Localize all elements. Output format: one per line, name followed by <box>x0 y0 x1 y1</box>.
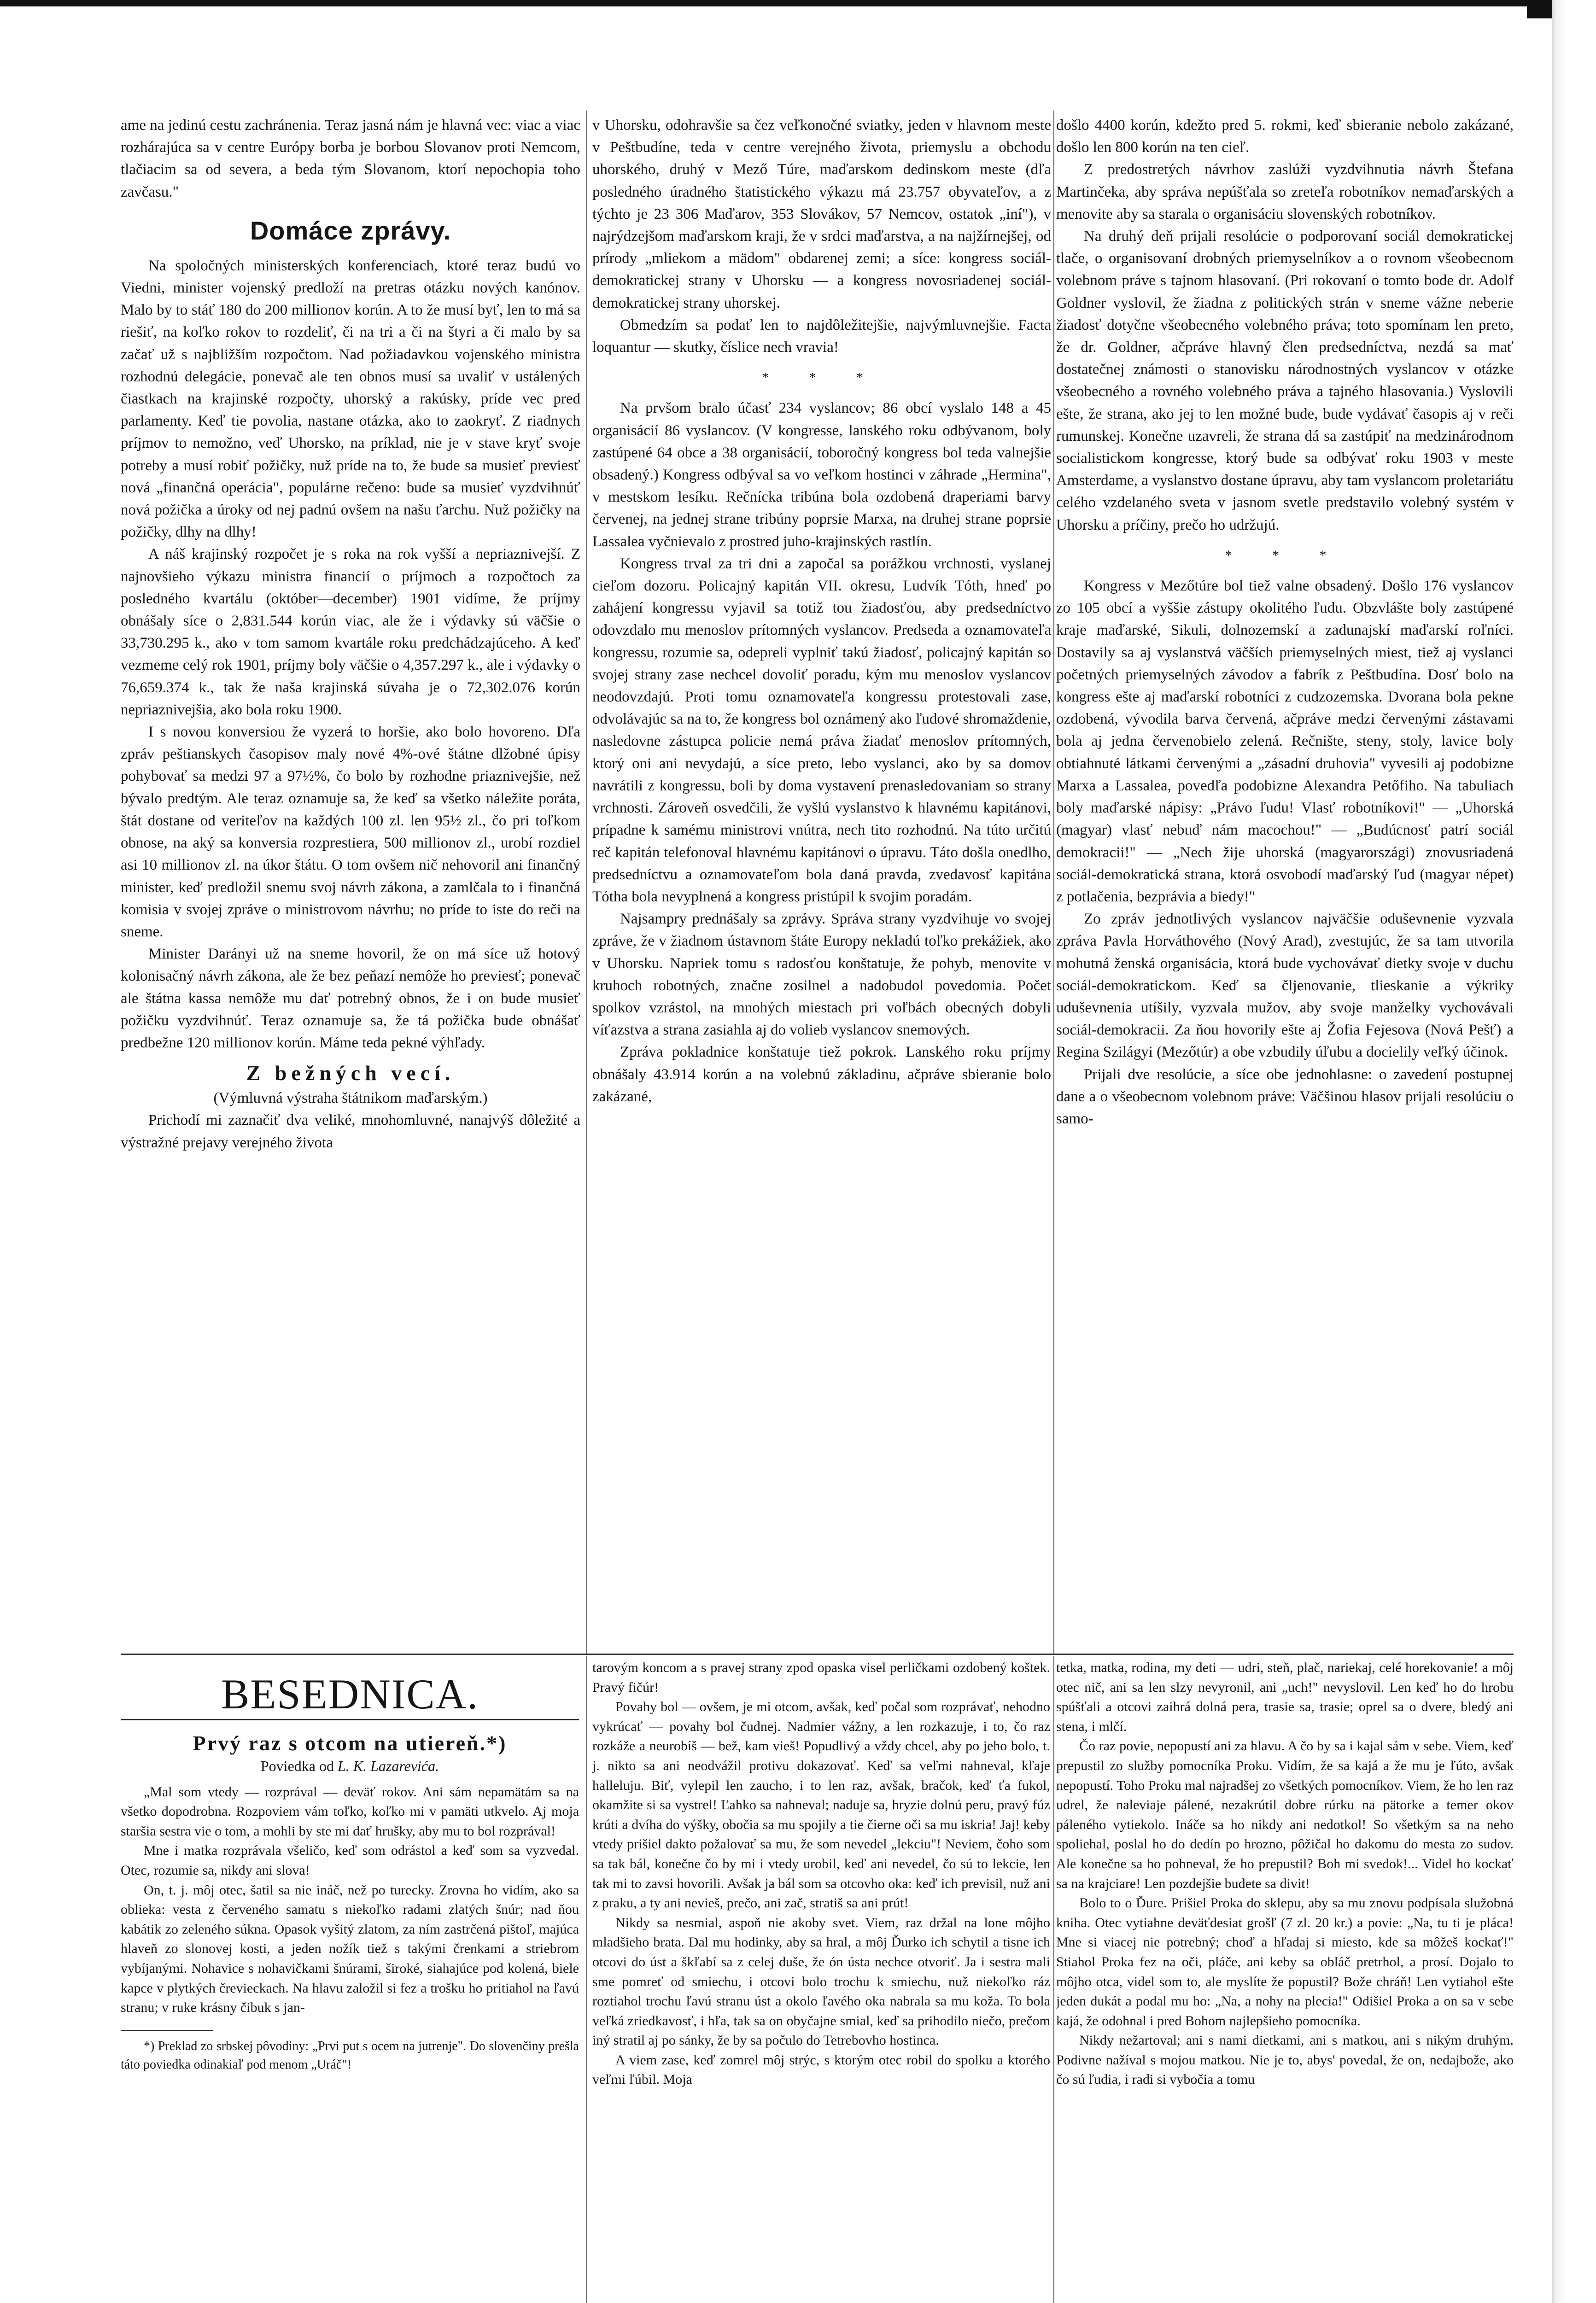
feuilleton-column-2 <box>592 1658 1050 2090</box>
page-edge-shadow <box>1552 0 1596 2303</box>
paragraph: Povahy bol — ovšem, je mi otcom, avšak, keď počal som rozprávať, nehodno vykrúcať — povahy bol čudnej. Nadmier vážny, a len rozkazuje, i to, čo raz rozkáže a neurobíš — bež, kam vieš! Popudlivý a vždy chcel, aby po jeho bolo, t. j. nikto sa ani neodvážil protivu dokazovať. Keď sa veľmi nahneval, kľaje halleluju. Biť, vylepil len zaucho, i to len raz, avšak, bračok, keď ťa fukol, okamžite si sa vystrel! Ľahko sa nahneval; naduje sa, hryzie dolnú peru, pravý fúz krúti a dvíha do výšky, obočia sa mu spojily a tie čierne oči sa mu iskria! Jaj! keby vtedy prišiel dakto požalovať sa mu, že som nevedel „lekciu"! Neviem, čoho som sa tak bál, konečne čo by mi i vtedy urobil, keď ani nevedel, čo sú to lekcie, len tak mi to zavsi hovorili. Avšak ja bál som sa otcovho oka: keď ich previsil, nuž ani z praku, a ty ani nevieš, prečo, ani zač, stratiš sa ani prút! <box>592 1699 1050 1911</box>
paragraph: A viem zase, keď zomrel môj strýc, s ktorým otec robil do spolku a ktorého veľmi ľúbil. Moja <box>592 2052 1050 2087</box>
paragraph: Na prvšom bralo účasť 234 vyslancov; 86 obcí vyslalo 148 a 45 organisácií 86 vyslancov. (V kongresse, lanského roku odbývanom, boly zastúpené 64 obce a 38 organisácií, toboročný kongress bol teda valnejšie obsadený.) Kongress odbýval sa vo veľkom hostinci v záhrade „Hermina", v mestskom lesíku. Rečnícka tribúna bola ozdobená draperiami barvy červenej, na jednej strane tribúny poprsie Marxa, na druhej strane poprsie Lassalea vyčnievalo z prostred juho-krajinských rastlín. <box>592 400 1051 550</box>
footnote: *) Preklad zo srbskej pôvodiny: „Prvi put s ocem na jutrenje". Do slovenčiny prešla táto poviedka odinakiaľ pod menom „Uráč"! <box>121 2039 579 2072</box>
footnote-rule <box>121 2030 213 2031</box>
column-divider <box>1053 1656 1054 2303</box>
paragraph: Nikdy nežartoval; ani s nami dietkami, ani s matkou, ani s nikým druhým. Podivne nažíval s mojou matkou. Nie je to, abys' povedal, že on, nedajbože, ako čo sú ľudia, i radi si vybočia a tomu <box>1056 2033 1514 2087</box>
paragraph: Obmedzím sa podať len to najdôležitejšie, najvýmluvnejšie. Facta loquantur — skutky, číslice nech vravia! <box>592 316 1051 356</box>
paragraph: „Mal som vtedy — rozprával — deväť rokov. Ani sám nepamätám sa na všetko dopodrobna. Rozpoviem vám toľko, koľko mi v pamäti utkvelo. Aj moja staršia sestra vie o tom, a mohli by ste mi dať hrušky, aby mu to bol rozprával! <box>121 1784 579 1839</box>
paragraph: došlo 4400 korún, kdežto pred 5. rokmi, keď sbieranie nebolo zakázané, došlo len 800 korún na ten cieľ. <box>1056 117 1514 156</box>
paragraph: Najsampry prednášaly sa zprávy. Správa strany vyzdvihuje vo svojej zpráve, že v žiadnom ústavnom štáte Europy nekladú toľko prekážiek, ako v Uhorsku. Napriek tomu s radosťou konštatuje, že pohyb, menovite v kruhoch robotných, značne zosilnel a nadobudol povedomia. Počet spolkov vzrástol, na mnohých miestach pri voľbách obecných dobyli víťazstva a strana zasiahla aj do volieb vyslancov snemových. <box>592 911 1051 1039</box>
feuilleton-column-1 <box>121 1654 579 2074</box>
paragraph: Nikdy sa nesmial, aspoň nie akoby svet. Viem, raz držal na lone môjho mladšieho brata. Dal mu hodinky, aby sa hral, a môj Ďurko ich schytil a tisne ich otcovi do úst a škľabí sa z celej duše, že ón ústa nechce otvoriť. Ja i sestra mali sme pomreť od smiechu, i otcovi bolo trochu k smiechu, nuž niekoľko ráz roztiahol trochu ľavú stranu úst a okolo ľavého oka nabrala sa mu koža. To bola veľká zriedkavosť, i hľa, tak sa on obyčajne smial, keď sa prihodilo niečo, prečom iný stratil aj po sánky, že by sa počulo do Tetrebovho hostinca. <box>592 1915 1050 2048</box>
section-heading-domestic-news: Domáce zprávy. <box>250 216 451 245</box>
top-scan-rule <box>0 0 1596 6</box>
story-title: Prvý raz s otcom na utiereň.*) <box>193 1731 507 1755</box>
paragraph: tetka, matka, rodina, my deti — udri, steň, plač, nariekaj, celé horekovanie! a môj otec nič, ani sa len slzy nevyronil, ani „uch!" nevyslovil. Len keď ho do hrobu spúšťali a otcovi zaihrá dolná pera, trasie sa, trasie; oprel sa o dvere, bledý ani stena, i mlčí. <box>1056 1660 1514 1734</box>
paragraph: Na spoločných ministerských konferenciach, ktoré teraz budú vo Viedni, minister vojenský predloží na pretras otázku nových kanónov. Malo by to stáť 180 do 200 millionov korún. A to že musí byť, len to má sa riešiť, na koľko rokov to rozdeliť, či na tri a či na štyri a či malo by sa začať už s najbližším rozpočtom. Nad požiadavkou vojenského ministra rozhodnú delegácie, ponevač ale ten obnos musí sa uvaliť v ustálených čiastkach na krajinské rozpočty, uhorský a rakúsky, príde vec pred parlamenty. Keď tie povolia, nastane otázka, ako to zaokryť. Z riadnych príjmov to nemožno, veď Uhorsko, na príklad, nie je v stave kryť svoje potreby a musí robiť požičky, nuž príde na to, že bude sa musieť previesť nová „finančná operácia", populárne rečeno: bude sa musieť vyzdvihnúť nová požička a úroky od nej padnú ovšem na našu ťarchu. Nuž požičky na požičky, dlhy na dlhy! <box>121 257 580 541</box>
paragraph: Prichodí mi zaznačiť dva veliké, mnohomluvné, nanajvýš dôležité a výstražné prejavy verejného života <box>121 1112 580 1151</box>
paragraph: I s novou konversiou že vyzerá to horšie, ako bolo hovoreno. Dľa zpráv peštianskych časopisov maly nové 4%-ové štátne dlžobné úpisy pohybovať sa medzi 97 a 97½%, čo bolo by rozhodne priaznivejšie, než bývalo predtým. Ale teraz oznamuje sa, že keď sa všetko náležite poráta, štát dostane od veriteľov na každých 100 zl. len 95½ zl., čo pri toľkom obnose, na aký sa konversia rozprestiera, 500 millionov zl., urobí rozdiel asi 10 millionov zl. na úkor štátu. O tom ovšem nič nehovoril ani finančný minister, keď predložil snemu svoj návrh zákona, a zamlčala to i finančná komisia v svojej zpráve o ministrovom návrhu; no príde to iste do reči na sneme. <box>121 724 580 940</box>
feuilleton-title: BESEDNICA. <box>221 1671 479 1718</box>
paragraph: A náš krajinský rozpočet je s roka na rok vyšší a nepriaznivejší. Z najnovšieho výkazu ministra financií o príjmoch a rozpočtoch za posledného kvartálu (október—december) 1901 vidíme, že príjmy obnášaly síce o 2,831.544 korún viac, ale že i výdavky sú väčšie o 33,730.295 k., ako v tom samom kvartále roku predchádzajúceho. A keď vezmeme celý rok 1901, príjmy boly väčšie o 4,357.297 k., ale i výdavky o 76,659.374 k., tak že naša krajinská súvaha je o 72,302.076 korún nepriaznivejšia, ako bola roku 1900. <box>121 546 580 718</box>
paragraph: Mne i matka rozprávala všeličo, keď som odrástol a keď som sa vyzvedal. Otec, rozumie sa, nikdy ani slova! <box>121 1843 579 1878</box>
section-heading-current-affairs: Z bežných vecí. <box>246 1061 455 1085</box>
author-name: L. K. Lazarevića. <box>337 1758 439 1774</box>
paragraph: tarovým koncom a s pravej strany zpod opaska visel perličkami ozdobený koštek. Pravý fičúr! <box>592 1660 1050 1695</box>
feuilleton-column-3 <box>1056 1658 1514 2090</box>
paragraph: Minister Darányi už na sneme hovoril, že on má síce už hotový kolonisačný návrh zákona, ale že bez peňazí nemôže ho previesť; ponevač ale štátna kassa nemôže mu dať potrebný obnos, že i on bude musieť požičku vyzdvihnúť. Teraz oznamuje sa, že tá požička bude obnášať predbežne 120 millionov korún. Máme teda pekné výhľady. <box>121 946 580 1051</box>
paragraph: v Uhorsku, odohravšie sa čez veľkonočné sviatky, jeden v hlavnom meste v Peštbudíne, teda v centre verejného života, priemyslu a obchodu uhorského, druhý v Mező Túre, maďarskom dedinskom meste (dľa posledného úradného štatistického výkazu má 23.757 obyvateľov, a z týchto je 23 306 Maďarov, 353 Slovákov, 57 Nemcov, ostatok „iní"), v najrýdzejšom maďarskom kraji, že v srdci maďarstva, a na najžírnejšej, od prírody „mliekom a mädom" obdarenej zemi; a síce: kongress sociál-demokratickej strany v Uhorsku — a kongress novosriadenej sociál-demokratickej strany uhorskej. <box>592 117 1051 311</box>
paragraph: Bolo to o Ďure. Prišiel Proka do sklepu, aby sa mu znovu podpísala služobná kniha. Otec vytiahne deväťdesiat grošľ (7 zl. 20 kr.) a povie: „Na, tu ti je pláca! Mne si viacej nie potrebný; choď a hľadaj si miesto, kde sa môžeš kockať!" Stiahol Proka fez na oči, pláče, ani keby sa obláč pretrhol, a prosí. Dojalo to môjho otca, videl som to, ale myslíte že popustil? Bože chráň! Len vytiahol ešte jeden dukát a podal mu ho: „Na, a nohy na plecia!" Odišiel Proka a on sa v sebe kajá, že odohnal i pred Bohom najlepšieho pomocníka. <box>1056 1895 1514 2028</box>
paragraph: Na druhý deň prijali resolúcie o podporovaní sociál demokratickej tlače, o organisovaní drobných priemyselníkov a o rovnom všeobecnom volebnom práve s tajnom hlasovaní. (Pri rokovaní o tomto bode dr. Adolf Goldner vyslovil, že žiadna z politických strán v sneme vážne neberie žiadosť dotyčne všeobecného volebného práva; toto spomínam len preto, že dr. Goldner, ačpráve hlavný člen predsedníctva, nezdá sa mať dostatečnej známosti o stanovisku národnostných vyslancov v otázke všeobecného a rovného volebného práva a tajného hlasovania.) Vyslovili ešte, že strana, ako jej to len možné bude, bude vydávať časopis aj v reči rumunskej. Konečne uzavreli, že strana dá sa zastúpiť na medzinárodnom socialistickom kongresse, ktorý bude sa odbývať roku 1903 v meste Amsterdame, a vyslanstvo dostane úpravu, aby tam vyslancom proletariátu celého vzdelaného sveta v jasnom svetle predstavilo volebný systém v Uhorsku a príčiny, prečo ho udržujú. <box>1056 228 1514 533</box>
paragraph: Zpráva pokladnice konštatuje tiež pokrok. Lanského roku príjmy obnášaly 43.914 korún a na volebnú základinu, ačpráve sbieranie bolo zakázané, <box>592 1044 1051 1105</box>
paragraph: Čo raz povie, nepopustí ani za hlavu. A čo by sa i kajal sám v sebe. Viem, keď prepustil zo služby pomocníka Proku. Vidím, že sa kajá a že mu je ľúto, avšak nepopustí. Toho Proku mal najradšej zo všetkých pomocníkov. Viem, že ho len raz udrel, že naleviaje pálené, nezakrútil dobre rúrku na pätorke a temer okov páleného vytiekolo. Ináče sa ho nikdy ani nedotkol! So všetkým sa na neho spoliehal, poslal ho do dedín po hrozno, pôžičal ho dakomu do mesta zo sudov. Ale konečne sa ho pohneval, že ho prepustil? Boh mi svedok!... Videl ho kockať sa na krajciare! Len pozdejšie budete sa divit! <box>1056 1738 1514 1891</box>
asterism-separator: * * * <box>762 370 882 386</box>
story-byline <box>121 1756 579 1776</box>
column-1 <box>121 114 580 1154</box>
column-divider <box>1053 111 1054 1654</box>
paragraph: Z predostretých návrhov zaslúži vyzdvihnutia návrh Štefana Martinčeka, aby správa nepúšťala so zreteľa robotníkov nemaďarských a menovite aby sa starala o organisáciu slovenských robotníkov. <box>1056 161 1514 222</box>
column-divider <box>586 1656 587 2303</box>
title-rule <box>121 1719 579 1720</box>
section-subheading: (Výmluvná výstraha štátnikom maďarským.) <box>213 1090 488 1107</box>
paragraph: Zo zpráv jednotlivých vyslancov najväčšie oduševnenie vyzvala zpráva Pavla Horváthového (Nový Arad), zvestujúc, že sa tam utvorila mohutná ženská organisácia, ktorá bude vychovávať dietky svoje v duchu sociál-demokratickom. Keď sa čljenovanie, tlieskanie a výkriky uduševnenia utíšily, vyzvala mužov, aby svoje manželky vychovávali sociál-demokracii. Za ňou hovorily ešte aj Žofia Fejesova (Nová Pešť) a Regina Szilágyi (Mezőtúr) a obe vzbudily úľubu a docielily veľký účinok. <box>1056 911 1514 1061</box>
paragraph: On, t. j. môj otec, šatil sa nie ináč, než po turecky. Zrovna ho vidím, ako sa oblieka: vesta z červeného samatu s niekoľko radami zlatých šnúr; nad ňou kabátik zo zeleného súkna. Opasok vyšitý zlatom, za ním zastrčená pištoľ, majúca hlaveň zo slonovej kosti, a jeden nožík tiež s takými črenkami a striebrom vybíjanými. Nohavice s nohavičkami šnúrami, široké, siahajúce pod kolená, biele kapce v plytkých črevieckach. Na hlavu založil si fez a trošku ho pritiahol na ľavú stranu; v ruke krásny čibuk s jan- <box>121 1882 579 2016</box>
paragraph: ame na jedinú cestu zachránenia. Teraz jasná nám je hlavná vec: viac a viac rozhárajúca sa v centre Európy borba je borbou Slovanov proti Nemcom, tlačiacim sa od severa, a beda tým Slovanom, ktorí nepochopia toho zavčasu." <box>121 117 580 200</box>
column-divider <box>586 111 587 1654</box>
column-3 <box>1056 114 1514 1130</box>
column-2 <box>592 114 1051 1108</box>
byline-prefix: Poviedka od <box>260 1758 334 1774</box>
asterism-separator: * * * <box>1225 547 1345 563</box>
paragraph: Kongress trval za tri dni a započal sa porážkou vrchnosti, vyslanej cieľom dozoru. Policajný kapitán VII. okresu, Ludvík Tóth, hneď po zahájení kongressu vyjavil sa totiž tou žiadosťou, aby predsedníctvo odovzdalo mu menoslov prítomných vyslancov. Predseda a oznamovateľa kongressu, rozumie sa, odepreli vyplniť takú žiadosť, policajný kapitán so svojej strany zase nechcel dovoliť poradu, kým mu menoslov vyslancov neodovzdajú. Proti tomu oznamovateľa kongressu protestovali zase, odvolávajúc sa na to, že kongress bol oznámený ako ľudové shromaždenie, nasledovne zástupca policie nemá práva žiadať menoslov prítomných, ktorý oni ani nevydajú, a síce preto, lebo vyslanci, ako by sa domov navrátili z kongressu, boli by doma vystavení prenasledovaniam so strany vrchnosti. Zároveň osvedčili, že vyšlú vyslanstvo k hlavnému kapitánovi, prípadne k samému ministrovi vnútra, nech tito rozhodnú. Na túto určitú reč kapitán telefonoval hlavnému kapitánovi o úpravu. Táto došla onedlho, predsedníctvu a oznamovateľom bola daná pravda, zvedavosť kapitána Tótha bola nevyplnená a kongress pristúpil k svojim poradám. <box>592 555 1051 905</box>
paragraph: Prijali dve resolúcie, a síce obe jednohlasne: o zavedení postupnej dane a o všeobecnom volebnom práve: Väčšinou hlasov prijali resolúciu o samo- <box>1056 1066 1514 1127</box>
paragraph: Kongress v Mezőtúre bol tiež valne obsadený. Došlo 176 vyslancov zo 105 obcí a vyššie zástupy okolitého ľudu. Obzvlášte boly zastúpené kraje maďarské, Sikuli, dolnozemskí a zadunajskí maďarskí roľníci. Dostavily sa aj vyslanstvá väčších priemyselných miest, tiež aj vyslanci početných priemyselných závodov a fabrík z Peštbudína. Dosť bolo na kongress ešte aj maďarskí robotníci z cudzozemska. Dvorana bola pekne ozdobená, vývodila barva červená, ačpráve medzi červenými zástavami bola aj jedna červenobielo zelená. Rečnište, steny, stoly, lavice boly obtiahnuté látkami červenými a „zásadní druhovia" vyvesili aj podobizne Marxa a Lassalea, povedľa podobizne Alexandra Petőfiho. Na tabuliach boly maďarské nápisy: „Právo ľudu! Vlasť robotníkovi!" — „Uhorská (magyar) vlasť nebuď nám macochou!" — „Budúcnosť patrí sociál demokracii!" — „Nech žije uhorská (magyarországi) znovusriadená sociál-demokratická strana, ktorá osvobodí maďarský ľud (magyar népet) z potlačenia, bezprávia a biedy!" <box>1056 578 1514 905</box>
